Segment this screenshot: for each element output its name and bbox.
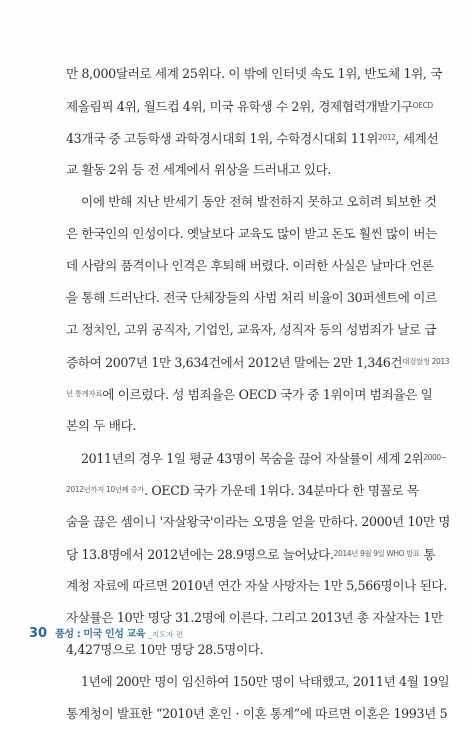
text-line — [66, 90, 433, 122]
text-run: 숨을 끊은 셈이니 '자살왕국'이라는 오명을 얻을 만하다. 2000년 10만 명 — [66, 514, 451, 529]
footnote-source: 대검찰청 2013 — [402, 357, 450, 366]
text-line — [66, 314, 437, 346]
text-run: 통 — [419, 547, 436, 562]
page-number: 30 — [29, 626, 48, 641]
text-line — [66, 698, 448, 730]
text-line — [66, 666, 450, 698]
text-run: 제올림픽 4위, 월드컵 4위, 미국 유학생 수 2위, 경제협력개발기구 — [66, 99, 413, 114]
text-run: 만 8,000달러로 세계 25위다. 이 밖에 인터넷 속도 1위, 반도체 1위, 국 — [66, 66, 443, 81]
footnote-source: 년 통계자료 — [66, 389, 103, 398]
text-line — [66, 378, 433, 410]
text-line — [66, 442, 447, 474]
text-line — [66, 58, 443, 90]
text-run: 통계청이 발표한 “2010년 혼인 · 이혼 통계”에 따르면 이혼은 1993년 5 — [66, 706, 448, 721]
footnote-year: 2012 — [378, 133, 396, 142]
text-line — [66, 410, 411, 442]
text-run: 교 활동 2위 등 전 세계에서 위상을 드러내고 있다. — [66, 162, 332, 177]
text-run: 43개국 중 고등학생 과학경시대회 1위, 수학경시대회 11위 — [66, 131, 379, 146]
text-run: 자살률은 10만 명당 31.2명에 이른다. 그리고 2013년 총 자살자는 1만 — [66, 610, 443, 625]
text-line — [66, 474, 419, 506]
text-line — [66, 122, 439, 154]
text-line — [66, 154, 411, 186]
text-run: 고 정치인, 고위 공직자, 기업인, 교육자, 성직자 등의 성범죄가 날로 급 — [66, 322, 437, 337]
text-run: 을 통해 드러난다. 전국 단체장들의 사범 처리 비율이 30퍼센트에 이르 — [66, 290, 437, 305]
footnote-period: 2012년까지 10년째 증가 — [66, 485, 145, 494]
page-footer — [29, 624, 183, 640]
text-line — [66, 346, 450, 378]
text-run: 2011년의 경우 1일 평균 43명이 목숨을 끊어 자살률이 세계 2위 — [81, 451, 424, 466]
text-run: 4,427명으로 10만 명당 28.5명이다. — [66, 642, 264, 657]
text-run: , 세계선 — [395, 131, 439, 146]
text-run: 은 한국인의 인성이다. 옛날보다 교육도 많이 받고 돈도 훨씬 많이 버는 — [66, 226, 438, 241]
text-run: 에 이르렀다. 성 범죄율은 OECD 국가 중 1위이며 범죄율은 일 — [102, 387, 433, 402]
book-title: 품성 : 미국 인성 교육 — [55, 629, 146, 640]
text-line — [66, 186, 437, 218]
footnote-oecd: OECD — [412, 101, 433, 110]
text-line — [66, 282, 437, 314]
text-run: 1년에 200만 명이 임신하여 150만 명이 낙태했고, 2011년 4월 19일 — [81, 674, 450, 689]
text-run: . OECD 국가 가운데 1위다. 34분마다 한 명꼴로 목 — [144, 483, 419, 498]
text-run: 계청 자료에 따르면 2010년 연간 자살 사망자는 1만 5,566명이나 된다. — [66, 578, 447, 593]
text-line — [66, 506, 451, 538]
text-run: 데 사람의 품격이나 인격은 후퇴해 버렸다. 이러한 사실은 날마다 언론 — [66, 258, 434, 273]
text-line — [66, 218, 438, 250]
text-run: 본의 두 배다. — [66, 418, 137, 433]
text-line — [66, 250, 434, 282]
text-run: 증하여 2007년 1만 3,634건에서 2012년 말에는 2만 1,346건 — [66, 355, 403, 370]
footnote-who: 2014년 9월 9일 WHO 발표 — [333, 549, 420, 558]
book-subtitle: _지도자 편 — [148, 630, 184, 639]
text-line — [66, 538, 436, 570]
text-run: 당 13.8명에서 2012년에는 28.9명으로 늘어났다. — [66, 547, 334, 562]
footnote-period: 2000~ — [423, 453, 447, 462]
text-run: 이에 반해 지난 반세기 동안 전혀 발전하지 못하고 오히려 퇴보한 것 — [81, 194, 437, 209]
text-line — [66, 570, 447, 602]
